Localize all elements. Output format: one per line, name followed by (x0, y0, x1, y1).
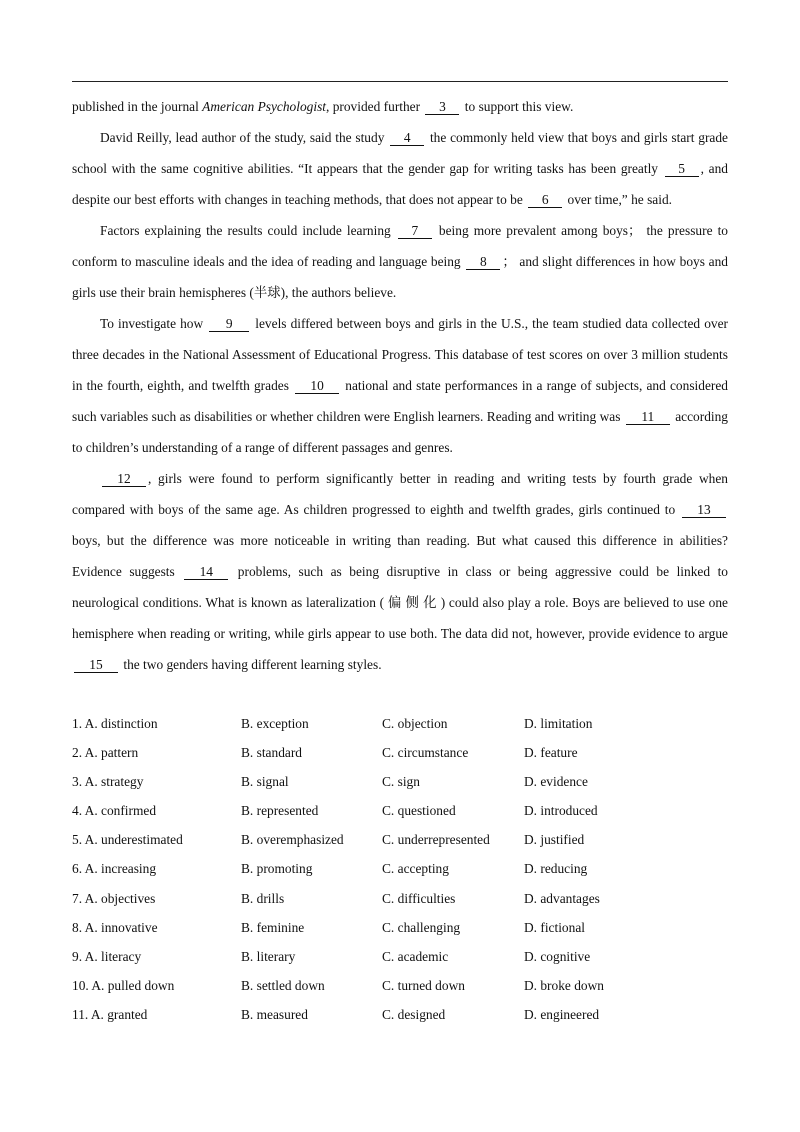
option-d[interactable]: D. reducing (524, 861, 588, 877)
blank-4[interactable]: 4 (390, 130, 424, 146)
option-row-3 (72, 767, 728, 796)
text: the commonly held view that boys and girls start grade school with the same cognitive abilities. “It appears that the gender gap for writing tasks has been greatly (72, 130, 728, 176)
header-rule (72, 81, 728, 82)
text: over time,” he said. (564, 192, 673, 207)
passage (72, 91, 728, 680)
option-b[interactable]: B. measured (241, 1006, 308, 1022)
option-a[interactable]: 3. A. strategy (72, 774, 144, 790)
option-c[interactable]: C. circumstance (382, 745, 469, 761)
option-row-5 (72, 825, 728, 854)
option-b[interactable]: B. promoting (241, 861, 313, 877)
option-a[interactable]: 8. A. innovative (72, 919, 158, 935)
blank-5[interactable]: 5 (665, 161, 699, 177)
option-a[interactable]: 10. A. pulled down (72, 977, 175, 993)
blank-11[interactable]: 11 (626, 409, 670, 425)
text: ； and slight differences in how boys and girls use their brain hemispheres (半球), the authors believe. (72, 254, 728, 300)
text: to support this view. (461, 99, 574, 114)
option-a[interactable]: 9. A. literacy (72, 948, 142, 964)
text: To investigate how (100, 316, 208, 331)
option-d[interactable]: D. feature (524, 745, 578, 761)
option-b[interactable]: B. standard (241, 745, 302, 761)
text: the two genders having different learning styles. (120, 657, 382, 672)
option-row-1 (72, 709, 728, 738)
option-d[interactable]: D. broke down (524, 977, 604, 993)
option-a[interactable]: 6. A. increasing (72, 861, 157, 877)
text: , and despite our best efforts with changes in teaching methods, that does not appear to be (72, 161, 728, 207)
paragraph-1 (72, 91, 728, 122)
option-b[interactable]: B. overemphasized (241, 832, 344, 848)
paragraph-3 (72, 215, 728, 308)
option-c[interactable]: C. questioned (382, 803, 456, 819)
option-d[interactable]: D. engineered (524, 1006, 600, 1022)
option-c[interactable]: C. difficulties (382, 890, 456, 906)
option-row-2 (72, 738, 728, 767)
paragraph-2 (72, 122, 728, 215)
blank-8[interactable]: 8 (466, 254, 500, 270)
text: national and state performances in a range of subjects, and considered such variables such as disabilities or whether children were English learners. Reading and writing was (72, 378, 728, 424)
blank-9[interactable]: 9 (209, 316, 249, 332)
text: boys, but the difference was more noticeable in writing than reading. But what caused this difference in abilities? Evidence suggests (72, 533, 728, 579)
text: problems, such as being disruptive in class or being aggressive could be linked to neurological conditions. What is known as lateralization ( 偏 侧 化 ) could also play a role. Boys are believed to use one hemisphere when reading or writing, while girls appear to use both. The data did not, however, provide evidence to argue (72, 564, 728, 641)
blank-12[interactable]: 12 (102, 471, 146, 487)
blank-14[interactable]: 14 (184, 564, 228, 580)
option-b[interactable]: B. represented (241, 803, 319, 819)
option-b[interactable]: B. literary (241, 948, 296, 964)
option-c[interactable]: C. designed (382, 1006, 446, 1022)
blank-6[interactable]: 6 (528, 192, 562, 208)
text: levels differed between boys and girls in the U.S., the team studied data collected over three decades in the National Assessment of Educational Progress. This database of test scores on over 3 million students in the fourth, eighth, and twelfth grades (72, 316, 728, 393)
option-a[interactable]: 4. A. confirmed (72, 803, 157, 819)
option-a[interactable]: 5. A. underestimated (72, 832, 183, 848)
text: according to children’s understanding of a range of different passages and genres. (72, 409, 728, 455)
option-a[interactable]: 1. A. distinction (72, 716, 158, 731)
blank-15[interactable]: 15 (74, 657, 118, 673)
option-c[interactable]: C. turned down (382, 977, 465, 993)
option-d[interactable]: D. advantages (524, 890, 600, 906)
text: , provided further (326, 99, 424, 114)
option-row-7 (72, 884, 728, 913)
option-row-10 (72, 971, 728, 1000)
option-c[interactable]: C. academic (382, 948, 449, 964)
option-d[interactable]: D. limitation (524, 716, 593, 731)
option-d[interactable]: D. fictional (524, 919, 585, 935)
blank-7[interactable]: 7 (398, 223, 432, 239)
text: David Reilly, lead author of the study, said the study (100, 130, 389, 145)
option-c[interactable]: C. challenging (382, 919, 461, 935)
text: Factors explaining the results could include learning (100, 223, 396, 238)
option-d[interactable]: D. evidence (524, 774, 588, 790)
option-d[interactable]: D. introduced (524, 803, 598, 819)
option-a[interactable]: 2. A. pattern (72, 745, 139, 761)
option-d[interactable]: D. justified (524, 832, 585, 848)
option-b[interactable]: B. exception (241, 716, 309, 731)
option-row-8 (72, 913, 728, 942)
option-c[interactable]: C. underrepresented (382, 832, 490, 848)
text: , girls were found to perform significantly better in reading and writing tests by fourth grade when compared with boys of the same age. As children progressed to eighth and twelfth grades, girls continued to (72, 471, 728, 517)
option-row-9 (72, 942, 728, 971)
option-b[interactable]: B. settled down (241, 977, 325, 993)
journal-title: American Psychologist (202, 99, 327, 114)
option-row-4 (72, 796, 728, 825)
blank-13[interactable]: 13 (682, 502, 726, 518)
paragraph-4 (72, 308, 728, 463)
paragraph-5 (72, 463, 728, 680)
answer-options (72, 709, 728, 1029)
option-b[interactable]: B. feminine (241, 919, 305, 935)
option-c[interactable]: C. objection (382, 716, 448, 731)
option-row-6 (72, 854, 728, 883)
option-c[interactable]: C. sign (382, 774, 420, 790)
option-d[interactable]: D. cognitive (524, 948, 591, 964)
blank-3[interactable]: 3 (425, 99, 459, 115)
option-a[interactable]: 11. A. granted (72, 1006, 148, 1022)
option-c[interactable]: C. accepting (382, 861, 449, 877)
option-row-11 (72, 1000, 728, 1029)
blank-10[interactable]: 10 (295, 378, 339, 394)
option-b[interactable]: B. drills (241, 890, 285, 906)
option-b[interactable]: B. signal (241, 774, 289, 790)
option-a[interactable]: 7. A. objectives (72, 890, 156, 906)
text: published in the journal (72, 99, 203, 114)
text: being more prevalent among boys； the pressure to conform to masculine ideals and the idea of reading and language being (72, 223, 728, 269)
